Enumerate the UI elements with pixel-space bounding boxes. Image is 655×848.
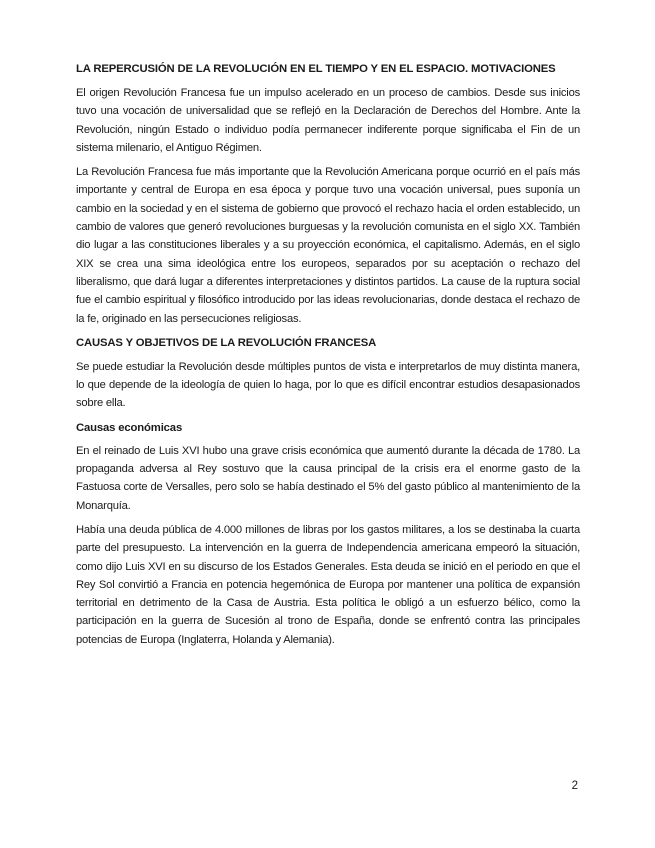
paragraph-deuda: Había una deuda pública de 4.000 millones de libras por los gastos militares, a los se destinaba la cuarta parte del presupuesto. La intervención en la guerra de Independencia americana empeoró la situación, como dijo Luis XVI en su discurso de los Estados Generales. Esta deuda se inició en el periodo en que el Rey Sol convirtió a Francia en potencia hegemónica de Europa por mantener una política de expansión territorial en detrimento de la Casa de Austria. Esta política le obligó a un esfuerzo bélico, como la participación en la guerra de Sucesión al trono de España, donde se enfrentó contra las principales potencias de Europa (Inglaterra, Holanda y Alemania).	[76, 523, 580, 646]
section-heading-repercusion: LA REPERCUSIÓN DE LA REVOLUCIÓN EN EL TIEMPO Y EN EL ESPACIO. MOTIVACIONES	[76, 63, 556, 75]
paragraph-origen: El origen Revolución Francesa fue un impulso acelerado en un proceso de cambios. Desde sus inicios tuvo una vocación de universalidad que se reflejó en la Declaración de Derechos del Hombre. Ante la Revolución, ningún Estado o individuo podía permanecer indiferente porque significaba el Fin de un sistema milenario, el Antiguo Régimen.	[76, 87, 580, 154]
paragraph-estudio: Se puede estudiar la Revolución desde múltiples puntos de vista e interpretarlos de muy distinta manera, lo que depende de la ideología de quien lo haga, por lo que es difícil encontrar estudios desapasionados sobre ella.	[76, 360, 580, 410]
section-heading-causas: CAUSAS Y OBJETIVOS DE LA REVOLUCIÓN FRANCESA	[76, 336, 377, 349]
subheading-causas-economicas: Causas económicas	[76, 421, 183, 434]
paragraph-crisis: En el reinado de Luis XVI hubo una grave crisis económica que aumentó durante la década de 1780. La propaganda adversa al Rey sostuvo que la causa principal de la crisis era el enorme gasto de la Fastuosa corte de Versalles, pero solo se había destinado el 5% del gasto público al mantenimiento de la Monarquía.	[76, 444, 580, 512]
paragraph-importancia: La Revolución Francesa fue más importante que la Revolución Americana porque ocurrió en el país más importante y central de Europa en esa época y porque tuvo una vocación universal, pues suponía un cambio en la sociedad y en el sistema de gobierno que provocó el rechazo hacia el orden establecido, un cambio de valores que generó revoluciones burguesas y la revolución comunista en el siglo XX. También dio lugar a las constituciones liberales y a su proyección económica, el capitalismo. Además, en el siglo XIX se crea una sima ideológica entre los europeos, separados por su aceptación o rechazo del liberalismo, que dará lugar a diferentes interpretaciones y distintos partidos. La cause de la ruptura social fue el cambio espiritual y filosófico introducido por las ideas revolucionarias, donde destaca el rechazo de la fe, originado en las persecuciones religiosas.	[76, 166, 580, 325]
page-number: 2	[571, 780, 578, 792]
